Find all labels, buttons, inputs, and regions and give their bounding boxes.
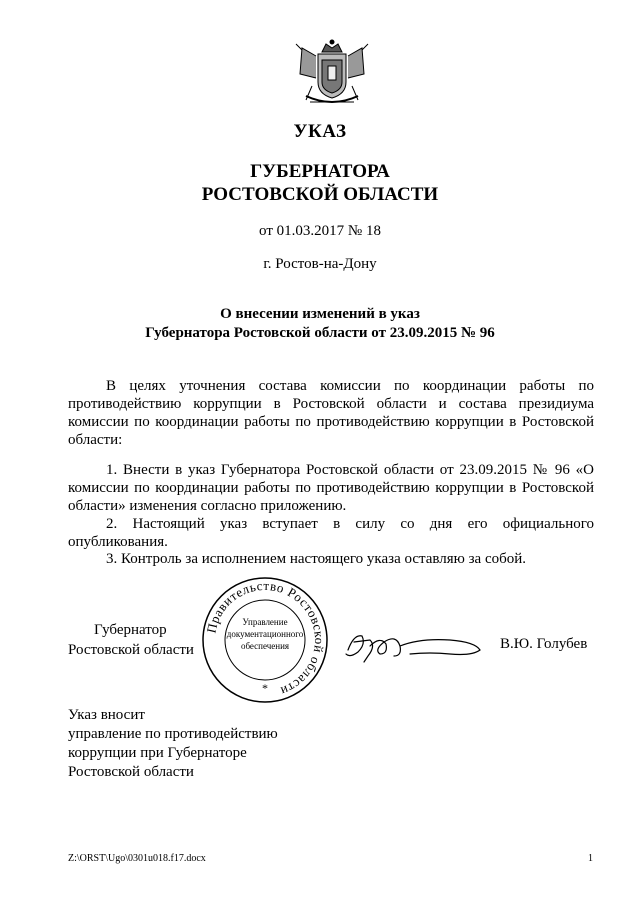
signatory-name: В.Ю. Голубев — [500, 636, 588, 652]
introduced-by-line-1: Указ вносит — [68, 707, 145, 723]
issuer-line-2: РОСТОВСКОЙ ОБЛАСТИ — [201, 184, 439, 205]
document-city: г. Ростов-на-Дону — [263, 256, 377, 272]
seal-inner-line-3: обеспечения — [240, 641, 290, 651]
item-3-paragraph: 3. Контроль за исполнением настоящего указа оставляю за собой. — [106, 551, 527, 567]
footer-file-path: Z:\ORST\Ugo\0301u018.f17.docx — [68, 853, 206, 864]
item-2-paragraph: 2. Настоящий указ вступает в силу со дня его официального опубликования. — [68, 516, 594, 550]
document-subject — [0, 305, 640, 343]
document-type-title: УКАЗ — [293, 121, 347, 142]
item-1-paragraph: 1. Внести в указ Губернатора Ростовской области от 23.09.2015 № 96 «О комиссии по координации работы по противодействию коррупции в Ростовской области» изменения согласно приложению. — [68, 462, 594, 514]
document-date-number: от 01.03.2017 № 18 — [259, 223, 381, 239]
issuer-title — [0, 160, 640, 206]
issuer-line-1: ГУБЕРНАТОРА — [250, 161, 390, 182]
signatory-position — [68, 620, 208, 660]
seal-inner-line-2: документационного — [226, 629, 304, 639]
introduced-by-block — [68, 706, 368, 782]
position-line-1: Губернатор — [94, 622, 167, 638]
preamble-paragraph: В целях уточнения состава комиссии по координации работы по противодействию коррупции в Ростовской области и состава президиума комиссии по координации работы по противодействию коррупции в Ростовской области: — [68, 378, 594, 448]
subject-line-1: О внесении изменений в указ — [220, 306, 420, 322]
introduced-by-line-2: управление по противодействию — [68, 726, 278, 742]
introduced-by-line-3: коррупции при Губернаторе — [68, 745, 247, 761]
footer-page-number: 1 — [588, 853, 593, 864]
seal-inner-line-1: Управление — [242, 617, 288, 627]
subject-line-2: Губернатора Ростовской области от 23.09.2015 № 96 — [145, 325, 495, 341]
coat-of-arms-icon — [292, 38, 372, 110]
position-line-2: Ростовской области — [68, 642, 194, 658]
introduced-by-line-4: Ростовской области — [68, 764, 194, 780]
seal-ring-text: Правительство Ростовской области — [203, 577, 328, 700]
seal-star: * — [262, 681, 268, 695]
official-seal — [200, 575, 330, 705]
handwritten-signature-icon — [340, 620, 490, 670]
